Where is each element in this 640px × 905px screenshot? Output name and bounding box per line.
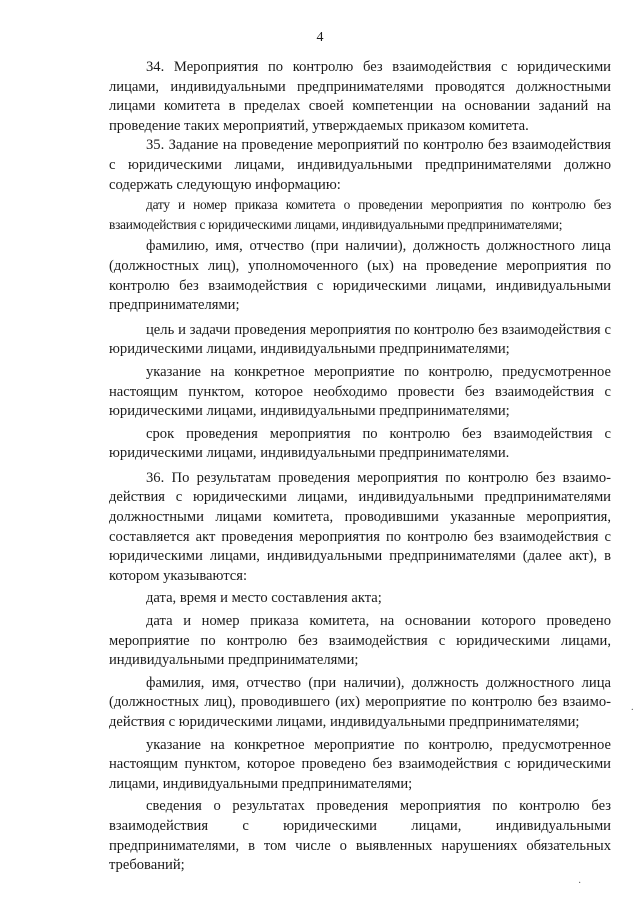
list-item-order-date: дату и номер приказа комитета о проведении мероприятия по контролю без взаимодействия с юридическими лицами, индивидуальными предпринимателями; xyxy=(109,197,611,232)
paragraph-34: 34. Мероприятия по контролю без взаимодействия с юридическими лицами, индивидуальными предпринимателями проводятся должностными лицами комитета в пределах своей компетенции на основании заданий на проведение таких мероприятий, утверждаемых приказом комитета. xyxy=(109,59,611,134)
page-number: 4 xyxy=(316,30,324,45)
act-item-activity: указание на конкретное мероприятие по контролю, предусмотренное настоящим пунктом, которое проведено без взаимодействия с юридическими лицами, индивидуальными предпринимателями; xyxy=(109,736,611,792)
act-item-date-place: дата, время и место составления акта; xyxy=(146,590,382,607)
paragraph-35: 35. Задание на проведение мероприятий по контролю без взаимодействия с юридическими лицами, индивидуальными предпринимателями должно содержать следующую информацию: xyxy=(109,137,611,193)
paragraph-36: 36. По результатам проведения мероприятия по контролю без взаимодействия с юридическими лицами, индивидуальными предпринимателями должностными лицами комитета, проводившими указанные мероприятия, составляется акт проведения мероприятия по контролю без взаимодействия с юридическими лицами, индивидуальными предпринимателями (далее акт), в котором указываются: xyxy=(109,469,611,584)
act-item-results: сведения о результатах проведения мероприятия по контролю без взаимодействия с юридическими лицами, индивидуальными предпринимателями, в том числе о выявленных нарушениях обязательных требований; xyxy=(109,798,611,874)
act-item-order: дата и номер приказа комитета, на основании которого проведено мероприятие по контролю без взаимодействия с юридическими лицами, индивидуальными предпринимателями; xyxy=(109,613,611,669)
margin-mark: · xyxy=(578,878,582,889)
list-item-term: срок проведения мероприятия по контролю без взаимодействия с юридическими лицами, индивидуальными предпринимателями. xyxy=(109,425,611,462)
list-item-activity: указание на конкретное мероприятие по контролю, предусмотренное настоящим пунктом, которое необходимо провести без взаимодействия с юридическими лицами, индивидуальными предпринимателями; xyxy=(109,363,611,420)
act-item-official: фамилия, имя, отчество (при наличии), должность должностного лица (должностных лиц), проводившего (их) мероприятие по контролю без взаимодействия с юридическими лицами, индивидуальными предпринимателями; xyxy=(109,674,611,730)
margin-mark: · xyxy=(630,705,634,716)
list-item-official-name: фамилию, имя, отчество (при наличии), должность должностного лица (должностных лиц), уполномоченного (ых) на проведение мероприятия по контролю без взаимодействия с юридическими лицами, индивидуальными предпринимателями; xyxy=(109,238,611,314)
list-item-goal: цель и задачи проведения мероприятия по контролю без взаимодействия с юридическими лицами, индивидуальными предпринимателями; xyxy=(109,321,611,358)
document-body xyxy=(109,58,611,876)
